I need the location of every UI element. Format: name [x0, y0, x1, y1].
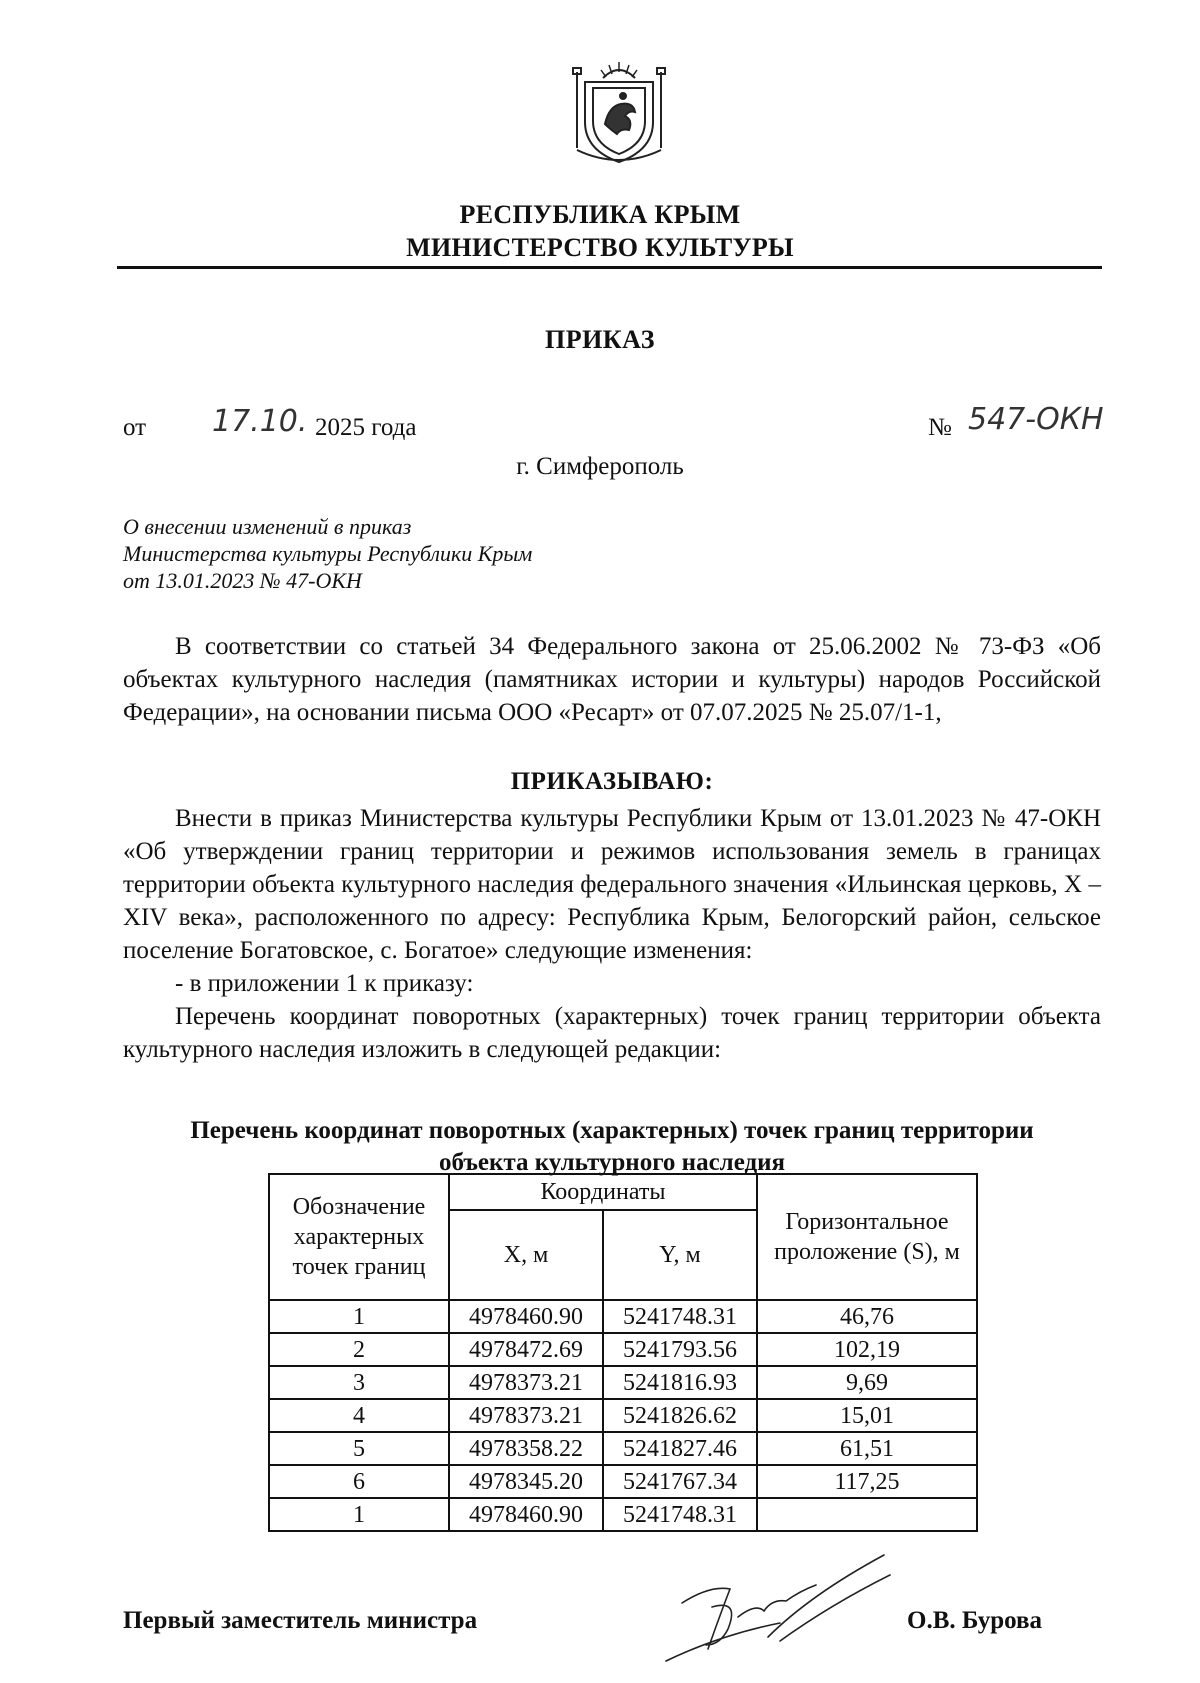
y-cell: 5241793.56 [603, 1333, 757, 1366]
table-caption-line-2: объекта культурного наследия [438, 1149, 786, 1176]
number-prefix: № [928, 414, 952, 441]
header-divider [117, 266, 1102, 269]
coordinates-table [268, 1173, 978, 1532]
table-row [269, 1333, 977, 1366]
y-cell: 5241827.46 [603, 1432, 757, 1465]
table-row [269, 1366, 977, 1399]
y-cell: 5241748.31 [603, 1498, 757, 1531]
preamble-paragraph: В соответствии со статьей 34 Федерального закона от 25.06.2002 № 73-ФЗ «Об объектах культурного наследия (памятниках истории и культуры) народов Российской Федерации», на основании письма ООО «Ресарт» от 07.07.2025 № 25.07/1-1, [123, 633, 1101, 726]
table-row [269, 1300, 977, 1333]
distance-cell: 9,69 [757, 1366, 977, 1399]
organization-line-2: МИНИСТЕРСТВО КУЛЬТУРЫ [406, 233, 794, 262]
order-paragraph-1: Внести в приказ Министерства культуры Республики Крым от 13.01.2023 № 47-ОКН «Об утверждении границ территории и режимов использования земель в границах территории объекта культурного наследия федерального значения «Ильинская церковь, X – XIV века», расположенного по адресу: Республика Крым, Белогорский район, сельское поселение Богатовское, с. Богатое» следующие изменения: [123, 805, 1101, 964]
distance-cell: 102,19 [757, 1333, 977, 1366]
x-cell: 4978460.90 [449, 1498, 603, 1531]
handwritten-signature [660, 1545, 910, 1665]
header-coordinates: Координаты [449, 1174, 757, 1210]
order-word: ПРИКАЗЫВАЮ: [510, 768, 714, 795]
x-cell: 4978345.20 [449, 1465, 603, 1498]
point-cell: 6 [269, 1465, 449, 1498]
point-cell: 1 [269, 1300, 449, 1333]
point-cell: 3 [269, 1366, 449, 1399]
y-cell: 5241748.31 [603, 1300, 757, 1333]
y-cell: 5241826.62 [603, 1399, 757, 1432]
subject-line: О внесении изменений в приказ [123, 514, 412, 539]
x-cell: 4978373.21 [449, 1399, 603, 1432]
distance-cell: 117,25 [757, 1465, 977, 1498]
distance-cell: 15,01 [757, 1399, 977, 1432]
date-year: 2025 года [315, 414, 417, 441]
x-cell: 4978472.69 [449, 1333, 603, 1366]
subject-block [123, 513, 532, 594]
distance-cell [757, 1498, 977, 1531]
handwritten-number: 547-ОКН [968, 402, 1104, 437]
table-row [269, 1399, 977, 1432]
signatory-name: О.В. Бурова [907, 1607, 1043, 1634]
organization-line-1: РЕСПУБЛИКА КРЫМ [459, 200, 741, 229]
table-row [269, 1432, 977, 1465]
x-cell: 4978358.22 [449, 1432, 603, 1465]
point-cell: 5 [269, 1432, 449, 1465]
y-cell: 5241767.34 [603, 1465, 757, 1498]
city: г. Симферополь [516, 453, 684, 480]
point-cell: 4 [269, 1399, 449, 1432]
handwritten-date: 17.10. [212, 404, 308, 439]
order-paragraph-2: - в приложении 1 к приказу: [175, 970, 474, 997]
distance-cell: 61,51 [757, 1432, 977, 1465]
header-x: X, м [449, 1210, 603, 1300]
header-designation: Обозначение характерных точек границ [269, 1174, 449, 1300]
document-type-title: ПРИКАЗ [544, 325, 656, 354]
header-y: Y, м [603, 1210, 757, 1300]
x-cell: 4978373.21 [449, 1366, 603, 1399]
x-cell: 4978460.90 [449, 1300, 603, 1333]
subject-line: от 13.01.2023 № 47-ОКН [123, 568, 362, 593]
point-cell: 2 [269, 1333, 449, 1366]
point-cell: 1 [269, 1498, 449, 1531]
signatory-position: Первый заместитель министра [123, 1607, 478, 1634]
subject-line: Министерства культуры Республики Крым [123, 541, 533, 566]
table-row [269, 1465, 977, 1498]
table-caption-line-1: Перечень координат поворотных (характерных) точек границ территории [190, 1117, 1034, 1144]
order-body [123, 802, 1101, 1066]
header-distance: Горизонтальное проложение (S), м [757, 1174, 977, 1300]
distance-cell: 46,76 [757, 1300, 977, 1333]
table-row [269, 1498, 977, 1531]
date-prefix: от [123, 414, 147, 441]
table-caption [123, 1115, 1101, 1179]
y-cell: 5241816.93 [603, 1366, 757, 1399]
coat-of-arms-emblem [563, 58, 675, 166]
order-paragraph-3: Перечень координат поворотных (характерных) точек границ территории объекта культурного наследия изложить в следующей редакции: [123, 1003, 1101, 1063]
